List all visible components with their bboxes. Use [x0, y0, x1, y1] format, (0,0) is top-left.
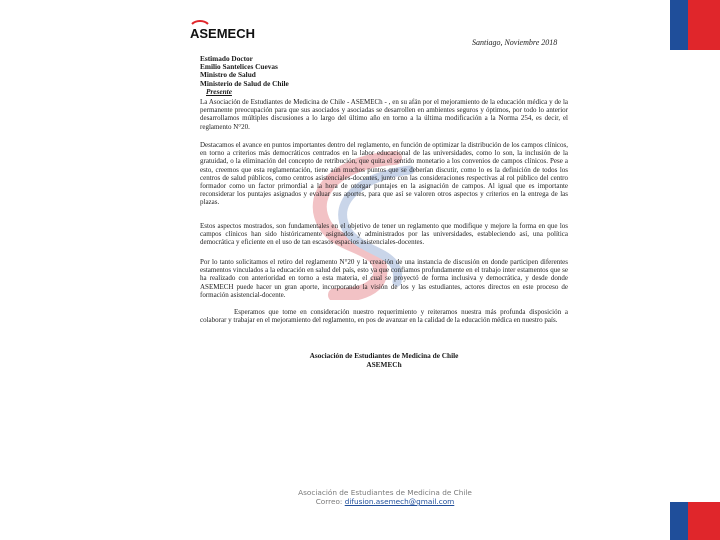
asemech-logo [190, 18, 260, 42]
addressee-title: Ministro de Salud [200, 70, 256, 80]
flag-red-band [688, 502, 720, 540]
paragraph-aspects: Estos aspectos mostrados, son fundamentales en el objetivo de tener un reglamento que modifique y mejore la forma en que los campos clínicos han sido históricamente asignados y administrados por las universidades, estableciendo así, una política democrática y eficiente en el uso de tan escasos espacios asistenciales-docentes. [200, 222, 568, 247]
letter-date: Santiago, Noviembre 2018 [472, 38, 558, 47]
flag-blue-band [670, 502, 688, 540]
paragraph-advances: Destacamos el avance en puntos importantes dentro del reglamento, en función de optimizar la distribución de los campos clínicos, en torno a criterios más democráticos centrados en la labor educacional de las universidades, como lo son, la inclusión de la gratuidad, o la eliminación del concepto de retribución, que quita el sentido monetario a los convenios de campos clínicos. Pese a esto, creemos que esta reglamentación, tiene aún muchos puntos que se deberían discutir, como lo es la definición de todos los centros de salud públicos, como centros asistenciales-docentes, junto con las consideraciones respectivas al rol público del centro formador como un factor primordial a la hora de otorgar puntajes en la asignación de campos. Al igual que es importante reconsiderar los puntajes asignados y evaluar sus aportes, para que así se valoren otros aspectos y criterios en la entrega de las plazas. [200, 141, 568, 207]
signature-org: Asociación de Estudiantes de Medicina de Chile [309, 351, 459, 360]
flag-red-band [688, 0, 720, 50]
addressee-block [200, 55, 289, 96]
salutation: Estimado Doctor [200, 54, 253, 63]
addressee-name: Emilio Santelices Cuevas [200, 62, 278, 72]
signature-block [200, 352, 568, 369]
paragraph-closing: Esperamos que tome en consideración nuestro requerimiento y reiteramos nuestra más profunda disposición a colaborar y trabajar en el mejoramiento del reglamento, en pos de avanzar en la calidad de la educación médica en nuestro país. [200, 308, 568, 325]
flag-stripe-top [670, 0, 720, 50]
footer-contact [240, 497, 530, 506]
footer-org: Asociación de Estudiantes de Medicina de Chile [298, 488, 472, 497]
footer-contact-label: Correo: [315, 497, 343, 506]
paragraph-request: Por lo tanto solicitamos el retiro del reglamento N°20 y la creación de una instancia de discusión en donde participen diferentes estamentos vinculados a la educación en salud del país, esto ya que confiamos profundamente en el trabajo inter estamentos que se ha realizado con anterioridad en torno a esta materia, el cual se proyectó de forma inclusiva y democrática, y desde donde ASEMECH puede hacer un gran aporte, incorporando la visión de los y las estudiantes, actores directos en este proceso de formación asistencial-docente. [200, 258, 568, 299]
flag-blue-band [670, 0, 688, 50]
addressee-presente: Presente [206, 86, 232, 96]
logo-text: ASEMECH [190, 26, 256, 41]
addressee-ministry: Ministerio de Salud de Chile [200, 78, 289, 88]
signature-acronym: ASEMECh [366, 359, 402, 369]
footer-email-link[interactable]: difusion.asemech@gmail.com [344, 497, 455, 506]
footer [240, 488, 530, 506]
paragraph-intro: La Asociación de Estudiantes de Medicina de Chile - ASEMECh - , en su afán por el mejoramiento de la educación médica y de la permanente preocupación para que sus asociados y asociadas se desarrollen en ambientes seguros y óptimos, por todo lo anterior desarrollamos múltiples discusiones a lo largo del último año en torno a la última modificación a la Norma 254, es decir, el reglamento N°20. [200, 98, 568, 131]
flag-stripe-bottom [670, 502, 720, 540]
